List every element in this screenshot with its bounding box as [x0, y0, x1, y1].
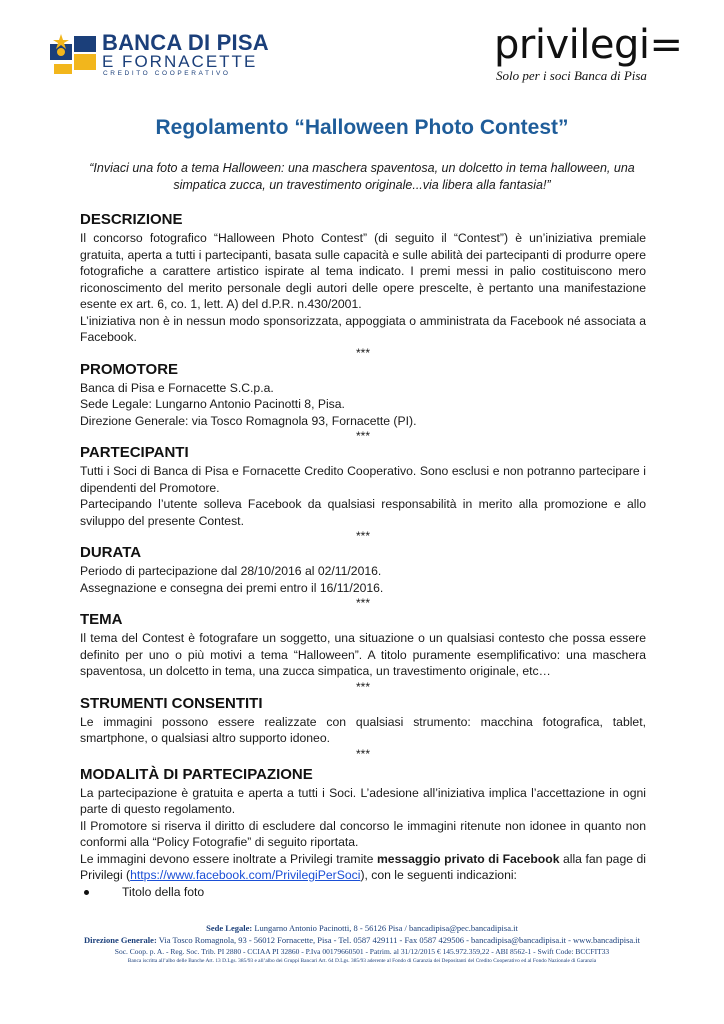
footer-text: Via Tosco Romagnola, 93 - 56012 Fornacette, Pisa - Tel. 0587 429111 - Fax 0587 429506 - bancadipisa@bancadipisa.it - www.bancadipisa.it [156, 935, 640, 945]
heading-durata: DURATA [80, 544, 142, 561]
footer-line [0, 934, 724, 946]
privilegi-wordmark: privilegi= [494, 22, 683, 68]
facebook-page-link[interactable]: https://www.facebook.com/PrivilegiPerSoci [130, 868, 361, 882]
paragraph: Le immagini possono essere realizzate con qualsiasi strumento: macchina fotografica, tablet, smartphone, o qualsiasi altro supporto idoneo. [80, 714, 646, 745]
privilegi-logo [488, 22, 683, 92]
footer-line: Soc. Coop. p. A. - Reg. Soc. Trib. PI 2880 - CCIAA PI 32860 - P.Iva 00179660501 - Patrim. al 31/12/2015 € 145.972.359,22 - ABI 8562-1 - Swift Code: BCCFIT33 [114, 947, 610, 956]
text-line: Sede Legale: Lungarno Antonio Pacinotti 8, Pisa. [80, 397, 345, 411]
bank-emblem-icon [50, 30, 96, 76]
footer-label: Direzione Generale: [84, 935, 157, 945]
paragraph: L’iniziativa non è in nessun modo sponsorizzata, appoggiata o amministrata da Facebook né associata a Facebook. [80, 313, 646, 344]
intro-quote: “Inviaci una foto a tema Halloween: una maschera spaventosa, un dolcetto in tema halloween, una simpatica zucca, un travestimento originale...via libera alla fantasia!” [89, 161, 635, 192]
heading-descrizione: DESCRIZIONE [80, 211, 183, 228]
footer [0, 922, 724, 966]
bank-tagline: CREDITO COOPERATIVO [103, 70, 231, 77]
heading-modalita: MODALITÀ DI PARTECIPAZIONE [80, 765, 313, 783]
footer-text: Lungarno Antonio Pacinotti, 8 - 56126 Pisa / bancadipisa@pec.bancadipisa.it [252, 923, 518, 933]
footer-line [0, 922, 724, 934]
separator: *** [355, 529, 370, 543]
separator: *** [355, 746, 370, 761]
letterhead [0, 0, 724, 100]
text-line: Banca di Pisa e Fornacette S.C.p.a. [80, 380, 274, 395]
footer-label: Sede Legale: [206, 923, 253, 933]
privilegi-tagline: Solo per i soci Banca di Pisa [496, 68, 647, 83]
text: ), con le seguenti indicazioni: [360, 868, 517, 882]
text: Le immagini devono essere inoltrate a Privilegi tramite [80, 851, 377, 866]
list-item [80, 884, 646, 901]
list-item-label: Titolo della foto [122, 884, 205, 899]
heading-partecipanti: PARTECIPANTI [80, 444, 189, 461]
paragraph [80, 851, 646, 884]
bullet-icon [84, 890, 89, 895]
page-title: Regolamento “Halloween Photo Contest” [155, 116, 569, 139]
bank-subtitle: E FORNACETTE [102, 52, 258, 71]
paragraph: La partecipazione è gratuita e aperta a tutti i Soci. L’adesione all’iniziativa implica l’accettazione in ogni parte di questo regolamento. [80, 785, 646, 816]
text-line: Direzione Generale: via Tosco Romagnola 93, Fornacette (PI). [80, 413, 417, 428]
separator: *** [355, 596, 370, 610]
separator: *** [355, 345, 370, 360]
heading-promotore: PROMOTORE [80, 360, 179, 378]
text-line: Assegnazione e consegna dei premi entro il 16/11/2016. [80, 580, 384, 595]
text-line: Periodo di partecipazione dal 28/10/2016 al 02/11/2016. [80, 564, 382, 578]
paragraph: Il tema del Contest è fotografare un soggetto, una situazione o un qualsiasi contesto che possa essere definito per uno o più motivi a tema “Halloween”. A titolo puramente esemplificativo: una maschera spaventosa, un dolcetto in tema, una zucca simpatica, un travestimento originale, etc… [80, 631, 646, 678]
bank-logo [50, 30, 290, 78]
bold-text: messaggio privato di Facebook [376, 851, 560, 866]
heading-strumenti: STRUMENTI CONSENTITI [80, 694, 263, 712]
paragraph: Il concorso fotografico “Halloween Photo Contest” (di seguito il “Contest”) è un’iniziativa premiale gratuita, aperta a tutti i partecipanti, basata sulle capacità e sulle abilità dei partecipanti di produrre opere fotografiche a carattere artistico ispirate al tema indicato. I premi messi in palio costituiscono mero riconoscimento del merito personale degli autori delle opere prescelte, è pertanto una manifestazione esente ex art. 6, co. 1, lett. A) del d.P.R. n.430/2001. [80, 231, 646, 311]
heading-tema: TEMA [80, 611, 123, 628]
separator: *** [355, 679, 370, 694]
paragraph: Tutti i Soci di Banca di Pisa e Fornacette Credito Cooperativo. Sono esclusi e non potranno partecipare i dipendenti del Promotore. [80, 464, 646, 495]
footer-line: Banca iscritta all’albo delle Banche Art. 13 D.Lgs. 385/93 e all’albo dei Gruppi Bancari Art. 64 D.Lgs. 385/93 aderente al Fondo di Garanzia dei Depositanti del Credito Cooperativo ed al Fondo Nazionale di Garanzia [127, 958, 597, 964]
document-body [80, 210, 646, 900]
paragraph: Il Promotore si riserva il diritto di escludere dal concorso le immagini ritenute non idonee in quanto non conformi alla “Policy Fotografie” di seguito riportata. [80, 818, 646, 849]
paragraph: Partecipando l’utente solleva Facebook da qualsiasi responsabilità in merito alla promozione e allo sviluppo del presente Contest. [80, 497, 646, 528]
separator: *** [355, 429, 370, 443]
bank-name: BANCA DI PISA [102, 30, 269, 55]
text: alla fan page di Privilegi ( [80, 851, 646, 882]
